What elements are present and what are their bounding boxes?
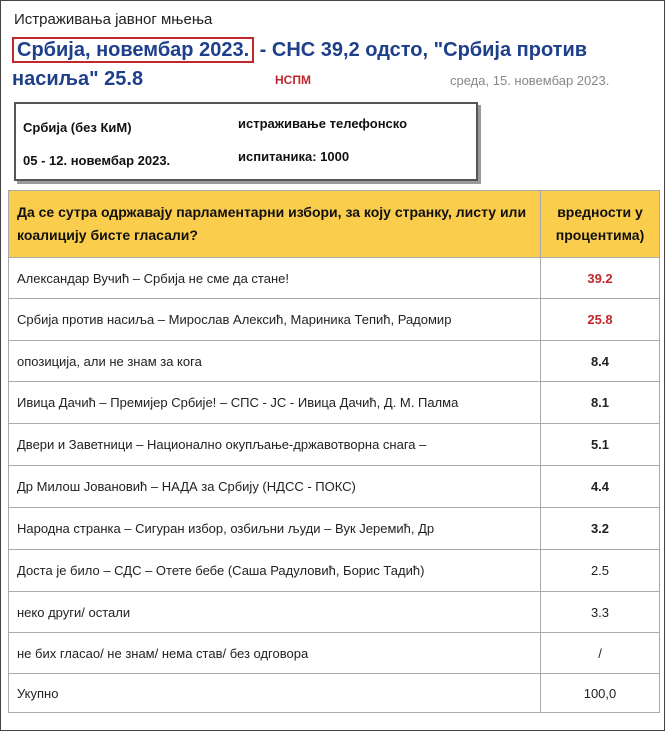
table-row	[9, 592, 660, 633]
value-header: вредности у процентима)	[541, 191, 660, 258]
survey-method: истраживање телефонско	[238, 116, 408, 131]
party-label: Александар Вучић – Србија не сме да стане!	[9, 258, 541, 299]
table-row	[9, 466, 660, 508]
table-row	[9, 508, 660, 550]
table-row	[9, 341, 660, 382]
headline-rest: - СНС 39,2 одсто, "Србија против насиља" 25.8	[12, 39, 588, 90]
table-row-total	[9, 674, 660, 713]
party-value: 3.3	[541, 592, 660, 633]
table-row	[9, 424, 660, 466]
table-row	[9, 633, 660, 674]
party-label: неко други/ остали	[9, 592, 541, 633]
publish-date: среда, 15. новембар 2023.	[450, 73, 610, 88]
headline-highlight: Србија, новембар 2023.	[12, 37, 254, 63]
survey-period: 05 - 12. новембар 2023.	[23, 153, 171, 168]
party-value: /	[541, 633, 660, 674]
total-value: 100,0	[541, 674, 660, 713]
party-value: 3.2	[541, 508, 660, 550]
agency-label: НСПМ	[275, 73, 311, 87]
party-label: опозиција, али не знам за кога	[9, 341, 541, 382]
party-label: Доста је било – СДС – Отете бебе (Саша Радуловић, Борис Тадић)	[9, 550, 541, 592]
party-label: Народна странка – Сигуран избор, озбиљни људи – Вук Јеремић, Др	[9, 508, 541, 550]
table-row	[9, 550, 660, 592]
poll-results-table	[8, 190, 660, 713]
party-label: Ивица Дачић – Премијер Србије! – СПС - ЈС - Ивица Дачић, Д. М. Палма	[9, 382, 541, 424]
party-value: 8.4	[541, 341, 660, 382]
table-row	[9, 299, 660, 341]
party-label: Др Милош Јовановић – НАДА за Србију (НДСС - ПОКС)	[9, 466, 541, 508]
party-value: 8.1	[541, 382, 660, 424]
party-value: 5.1	[541, 424, 660, 466]
article-category[interactable]: Истраживања јавног мњења	[14, 11, 213, 28]
party-value: 39.2	[541, 258, 660, 299]
table-row	[9, 382, 660, 424]
total-label: Укупно	[9, 674, 541, 713]
party-label: Србија против насиља – Мирослав Алексић, Мариника Тепић, Радомир	[9, 299, 541, 341]
survey-respondents: испитаника: 1000	[238, 149, 350, 164]
table-header-row	[9, 191, 660, 258]
survey-territory: Србија (без КиМ)	[23, 120, 132, 135]
party-label: Двери и Заветници – Национално окупљање-државотворна снага –	[9, 424, 541, 466]
party-value: 25.8	[541, 299, 660, 341]
table-row	[9, 258, 660, 299]
survey-info-box	[14, 102, 478, 181]
party-label: не бих гласао/ не знам/ нема став/ без одговора	[9, 633, 541, 674]
party-value: 4.4	[541, 466, 660, 508]
party-value: 2.5	[541, 550, 660, 592]
question-header: Да се сутра одржавају парламентарни избори, за коју странку, листу или коалицију бисте гласали?	[9, 191, 541, 258]
